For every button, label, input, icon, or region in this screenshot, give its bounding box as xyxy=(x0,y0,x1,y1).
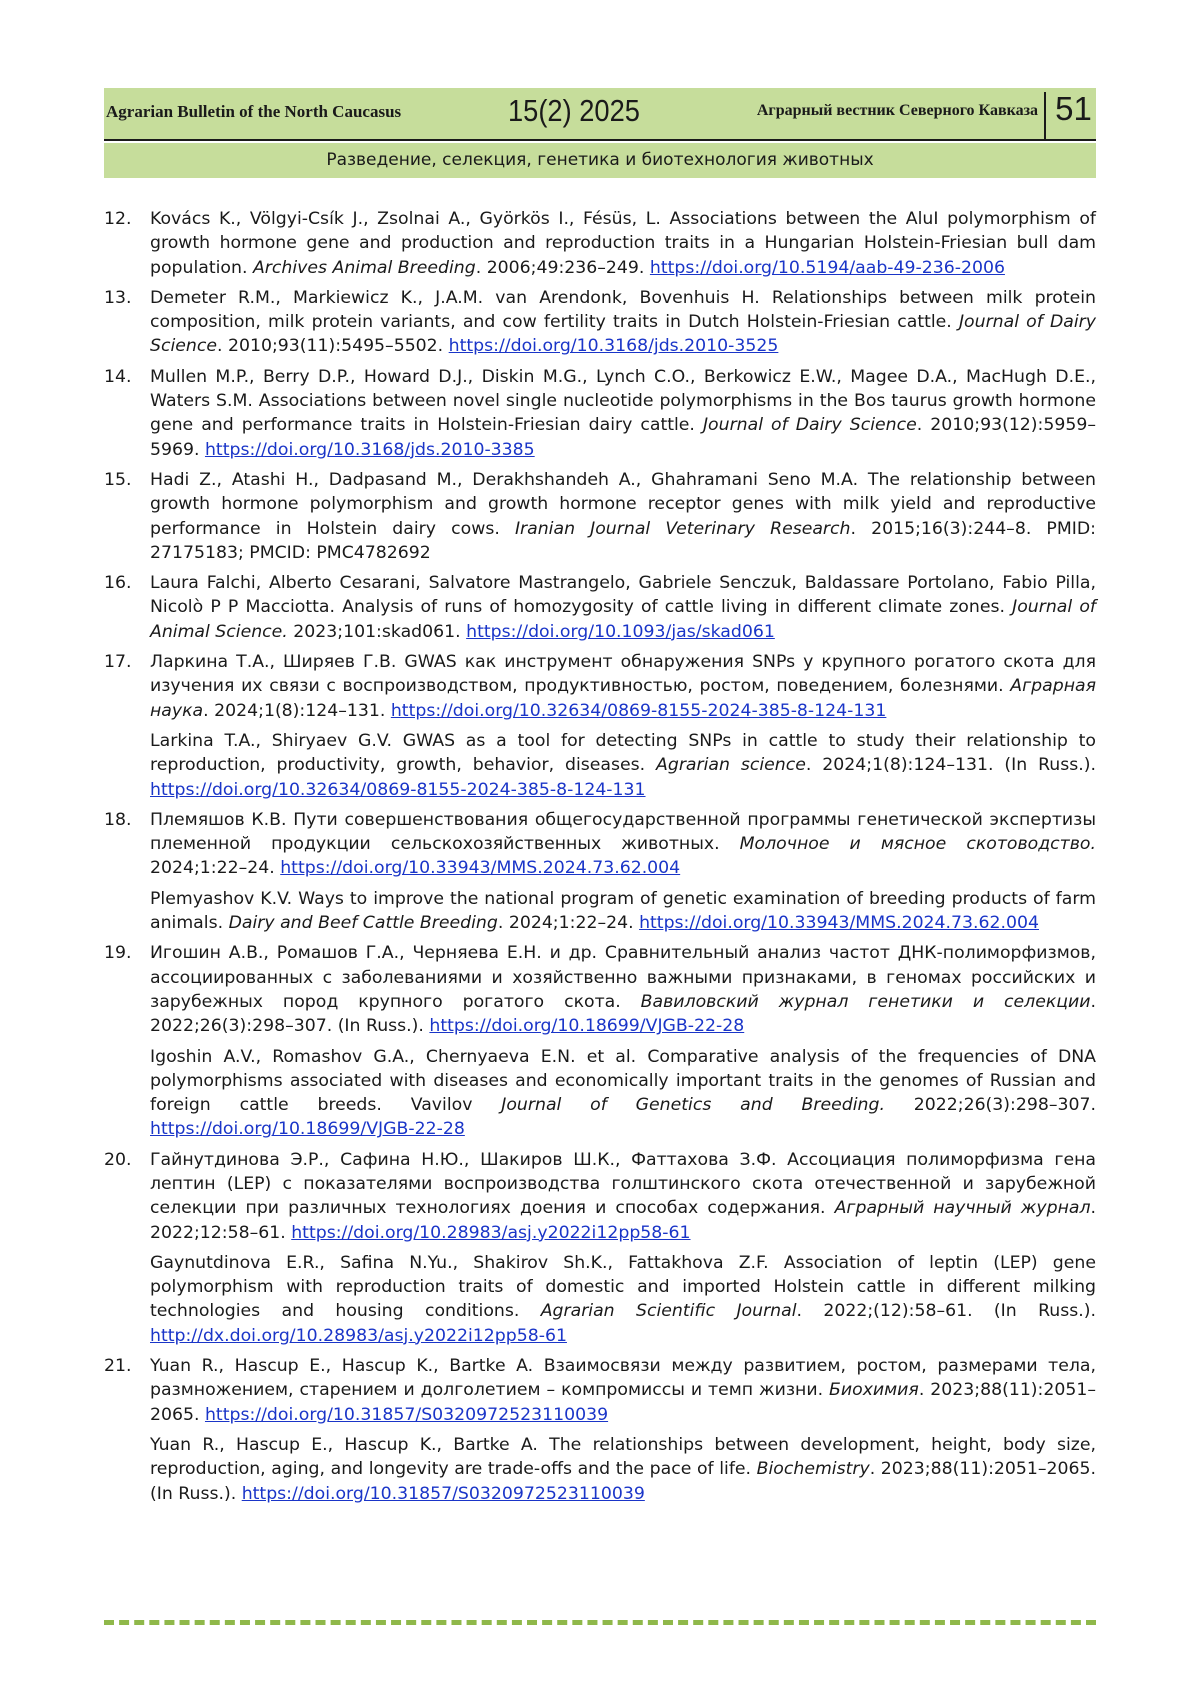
reference-source: Journal of Animal Science. xyxy=(150,597,1096,642)
reference-authors-title: Demeter R.M., Markiewicz K., J.A.M. van Arendonk, Bovenhuis H. Relationships between milk protein composition, milk protein variants, and cow fertility traits in Dutch Holstein-Friesian cattle. xyxy=(150,287,1096,333)
reference-text xyxy=(150,650,1096,723)
reference-source: Iranian Journal Veterinary Research xyxy=(514,518,851,539)
reference-number: 12. xyxy=(104,209,132,229)
reference-text xyxy=(150,941,1096,1038)
reference-details: . 2010;93(11):5495–5502. xyxy=(217,336,449,357)
reference-authors-title: Igoshin A.V., Romashov G.A., Chernyaeva E.N. et al. Comparative analysis of the frequencies of DNA polymorphisms associated with diseases and economically important traits in the genomes of Russian and foreign cattle breeds. Vavilov xyxy=(150,1046,1096,1116)
reference-authors-title: Larkina T.A., Shiryaev G.V. GWAS as a tool for detecting SNPs in cattle to study their relationship to reproduction, productivity, growth, behavior, diseases. xyxy=(150,730,1096,776)
doi-link[interactable]: https://doi.org/10.1093/jas/skad061 xyxy=(466,621,775,642)
reference-details: . 2022;12:58–61. xyxy=(150,1198,1097,1243)
reference-body xyxy=(150,1148,1096,1348)
reference-authors-title: Yuan R., Hascup E., Hascup K., Bartke A. The relationships between development, height, body size, reproduction, aging, and longevity are trade-offs and the pace of life. xyxy=(150,1434,1096,1480)
reference-body xyxy=(150,365,1096,462)
reference-body xyxy=(150,207,1096,280)
reference-body xyxy=(150,286,1096,359)
doi-link[interactable]: https://doi.org/10.33943/MMS.2024.73.62.004 xyxy=(280,858,681,879)
reference-item xyxy=(104,365,1096,462)
reference-details: . 2024;1(8):124–131. (In Russ.). xyxy=(805,755,1096,776)
doi-link[interactable]: https://doi.org/10.18699/VJGB-22-28 xyxy=(429,1016,745,1037)
reference-number: 20. xyxy=(104,1149,132,1170)
doi-link[interactable]: http://dx.doi.org/10.28983/asj.y2022i12pp58-61 xyxy=(150,1325,567,1346)
reference-item xyxy=(104,650,1096,802)
reference-authors-title: Ларкина Т.А., Ширяев Г.В. GWAS как инструмент обнаружения SNPs у крупного рогатого скота для изучения их связи с воспроизводством, продуктивностью, ростом, поведением, болезнями. xyxy=(150,652,1096,697)
page-number: 51 xyxy=(1055,90,1092,127)
reference-details: . 2024;1:22–24. xyxy=(497,913,640,934)
reference-number: 14. xyxy=(104,366,132,387)
reference-authors-title: Игошин А.В., Ромашов Г.А., Черняева Е.Н. и др. Сравнительный анализ частот ДНК-полиморфизмов, ассоциированных с заболеваниями и хозяйственно важными признаками, в геномах российских и зарубежных пород крупного рогатого скота. xyxy=(150,943,1096,1012)
reference-body xyxy=(150,941,1096,1141)
reference-list xyxy=(104,207,1096,1512)
journal-title-ru: Аграрный вестник Северного Кавказа xyxy=(756,102,1038,119)
reference-source: Биохимия xyxy=(829,1380,919,1401)
reference-source: Journal of Genetics and Breeding. xyxy=(501,1095,885,1116)
doi-link[interactable]: https://doi.org/10.3168/jds.2010-3525 xyxy=(448,336,779,357)
reference-text xyxy=(150,887,1096,936)
reference-body xyxy=(150,808,1096,935)
reference-number: 16. xyxy=(104,573,132,594)
reference-authors-title: Hadi Z., Atashi H., Dadpasand M., Derakhshandeh A., Ghahramani Seno M.A. The relationship between growth hormone polymorphism and growth hormone receptor genes with milk yield and reproductive performance in Holstein dairy cows. xyxy=(150,469,1096,539)
doi-link[interactable]: https://doi.org/10.32634/0869-8155-2024-385-8-124-131 xyxy=(150,779,646,800)
reference-details: 2024;1:22–24. xyxy=(150,858,281,879)
reference-details: . 2022;(12):58–61. (In Russ.). xyxy=(796,1301,1096,1322)
reference-text xyxy=(150,1045,1096,1142)
reference-authors-title: Гайнутдинова Э.Р., Сафина Н.Ю., Шакиров Ш.К., Фаттахова З.Ф. Ассоциация полиморфизма гена лептин (LEP) с показателями воспроизводства голштинского скота отечественной и зарубежной селекции при различных технологиях доения и способах содержания. xyxy=(150,1149,1096,1219)
reference-body xyxy=(150,1354,1096,1506)
header-rule xyxy=(104,139,1096,141)
reference-text xyxy=(150,571,1096,644)
reference-details: . 2015;16(3):244–8. PMID: 27175183; PMCID: PMC4782692 xyxy=(150,518,1096,563)
reference-text xyxy=(150,468,1096,565)
reference-text xyxy=(150,1354,1096,1427)
reference-item xyxy=(104,1354,1096,1506)
reference-details: 2022;26(3):298–307. xyxy=(884,1095,1096,1116)
reference-number: 19. xyxy=(104,943,132,964)
doi-link[interactable]: https://doi.org/10.33943/MMS.2024.73.62.004 xyxy=(639,913,1039,934)
reference-authors-title: Plemyashov K.V. Ways to improve the national program of genetic examination of breeding products of farm animals. xyxy=(150,888,1096,934)
footer-dashed-rule xyxy=(104,1620,1096,1625)
reference-source: Biochemistry xyxy=(756,1459,870,1480)
reference-source: Agrarian science xyxy=(656,755,806,776)
reference-authors-title: Gaynutdinova E.R., Safina N.Yu., Shakirov Sh.K., Fattakhova Z.F. Association of leptin (LEP) gene polymorphism with reproduction traits of domestic and imported Holstein cattle in different milking technologies and housing conditions. xyxy=(150,1252,1096,1322)
reference-authors-title: Yuan R., Hascup E., Hascup K., Bartke A. Взаимосвязи между развитием, ростом, размерами тела, размножением, старением и долголетием – компромиссы и темп жизни. xyxy=(150,1356,1096,1401)
reference-text xyxy=(150,1251,1096,1348)
reference-item xyxy=(104,286,1096,359)
reference-text xyxy=(150,365,1096,462)
section-title: Разведение, селекция, генетика и биотехнология животных xyxy=(104,143,1096,178)
header-divider xyxy=(1044,92,1046,139)
reference-number: 17. xyxy=(104,652,132,673)
reference-number: 15. xyxy=(104,469,132,490)
reference-number: 21. xyxy=(104,1356,132,1377)
reference-item xyxy=(104,808,1096,935)
reference-source: Archives Animal Breeding xyxy=(252,257,476,278)
reference-details: . 2006;49:236–249. xyxy=(475,257,650,278)
reference-source: Agrarian Scientific Journal xyxy=(540,1301,797,1322)
reference-details: . 2023;88(11):2051–2065. xyxy=(150,1380,1096,1425)
doi-link[interactable]: https://doi.org/10.31857/S0320972523110039 xyxy=(241,1483,645,1504)
reference-details: . 2010;93(12):5959–5969. xyxy=(150,415,1096,460)
reference-source: Аграрный научный журнал xyxy=(834,1198,1091,1219)
running-header xyxy=(104,88,1096,139)
reference-item xyxy=(104,1148,1096,1348)
reference-text xyxy=(150,1148,1096,1245)
reference-details: . 2024;1(8):124–131. xyxy=(203,700,391,721)
reference-text xyxy=(150,286,1096,359)
reference-details: 2023;101:skad061. xyxy=(287,621,467,642)
doi-link[interactable]: https://doi.org/10.32634/0869-8155-2024-385-8-124-131 xyxy=(390,700,887,721)
reference-body xyxy=(150,468,1096,565)
reference-item xyxy=(104,207,1096,280)
reference-source: Journal of Dairy Science xyxy=(150,312,1097,357)
reference-body xyxy=(150,650,1096,802)
reference-text xyxy=(150,808,1096,881)
doi-link[interactable]: https://doi.org/10.3168/jds.2010-3385 xyxy=(204,439,535,460)
reference-number: 18. xyxy=(104,809,132,830)
doi-link[interactable]: https://doi.org/10.18699/VJGB-22-28 xyxy=(150,1119,465,1140)
journal-title-en: Agrarian Bulletin of the North Caucasus xyxy=(106,102,402,121)
reference-item xyxy=(104,468,1096,565)
reference-authors-title: Племяшов К.В. Пути совершенствования общегосударственной программы генетической экспертизы племенной продукции сельскохозяйственных животных. xyxy=(150,809,1096,855)
reference-authors-title: Laura Falchi, Alberto Cesarani, Salvatore Mastrangelo, Gabriele Senczuk, Baldassare Portolano, Fabio Pilla, Nicolò P P Macciotta. Analysis of runs of homozygosity of cattle living in different climate zones. xyxy=(150,573,1096,618)
reference-source: Молочное и мясное скотоводство. xyxy=(739,834,1097,855)
reference-text xyxy=(150,1433,1096,1506)
reference-number: 13. xyxy=(104,287,132,308)
doi-link[interactable]: https://doi.org/10.28983/asj.y2022i12pp58-61 xyxy=(291,1222,691,1243)
reference-details: . 2023;88(11):2051–2065. (In Russ.). xyxy=(150,1459,1096,1504)
issue-number: 15(2) 2025 xyxy=(508,93,640,128)
reference-source: Journal of Dairy Science xyxy=(702,415,917,436)
reference-authors-title: Kovács K., Völgyi-Csík J., Zsolnai A., Györkös I., Fésüs, L. Associations between the AluI polymorphism of growth hormone gene and production and reproduction traits in a Hungarian Holstein-Friesian bull dam population. xyxy=(150,209,1096,278)
reference-text xyxy=(150,729,1096,802)
reference-details: . 2022;26(3):298–307. (In Russ.). xyxy=(150,991,1096,1037)
reference-body xyxy=(150,571,1096,644)
reference-text xyxy=(150,207,1096,280)
reference-source: Вавиловский журнал генетики и селекции xyxy=(640,991,1091,1012)
reference-authors-title: Mullen M.P., Berry D.P., Howard D.J., Diskin M.G., Lynch C.O., Berkowicz E.W., Magee D.A., MacHugh D.E., Waters S.M. Associations between novel single nucleotide polymorphisms in the Bos taurus growth hormone gene and performance traits in Holstein-Friesian dairy cattle. xyxy=(150,366,1096,436)
doi-link[interactable]: https://doi.org/10.31857/S0320972523110039 xyxy=(204,1404,609,1425)
reference-item xyxy=(104,571,1096,644)
reference-source: Аграрная наука xyxy=(150,676,1096,721)
reference-item xyxy=(104,941,1096,1141)
doi-link[interactable]: https://doi.org/10.5194/aab-49-236-2006 xyxy=(649,257,1005,278)
reference-source: Dairy and Beef Cattle Breeding xyxy=(228,913,498,934)
